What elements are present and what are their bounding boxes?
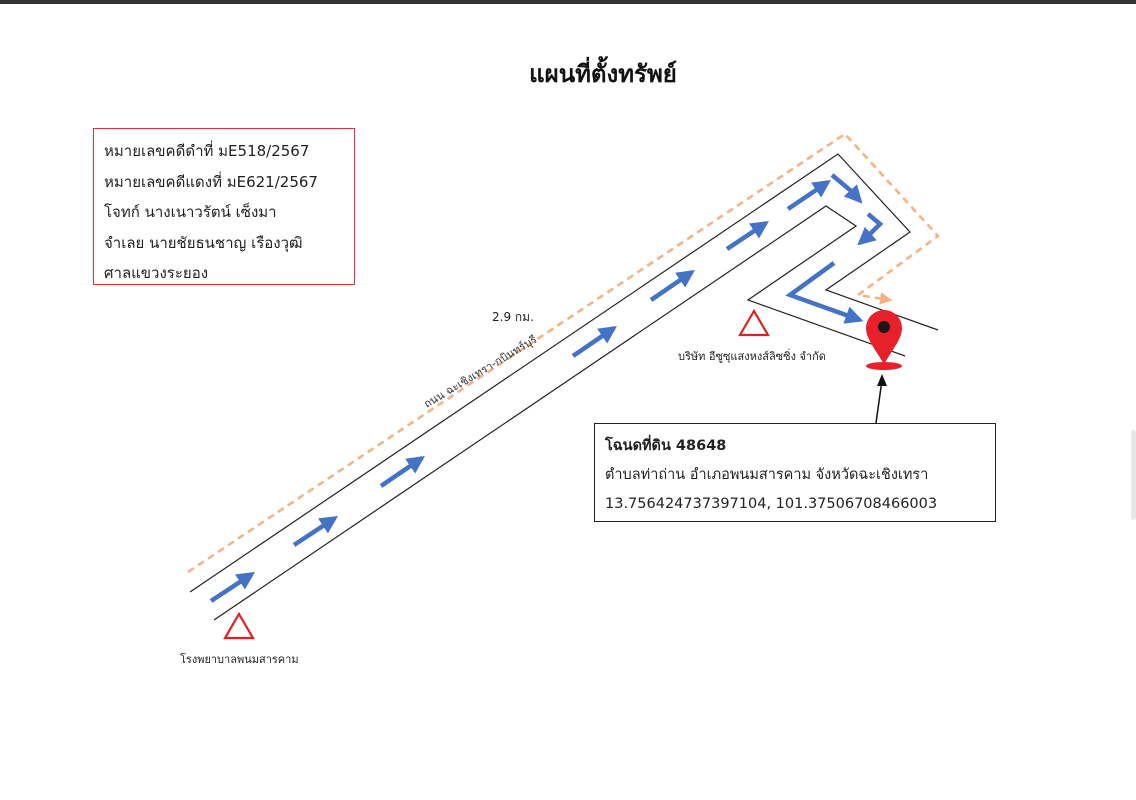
direction-arrow: [211, 574, 252, 601]
plaintiff: โจทก์ นางเนาวรัตน์ เซ็งมา: [104, 203, 277, 221]
company-landmark-label: บริษัท อีซูซุแสงหงส์ลิซซิ่ง จำกัด: [678, 350, 826, 363]
property-info-box: [594, 423, 996, 522]
triangle-landmark-icon: [740, 311, 768, 335]
pin-pointer-arrowhead: [877, 374, 887, 386]
direction-arrow: [381, 458, 422, 486]
direction-arrow: [860, 214, 880, 243]
scrollbar-handle[interactable]: [1131, 430, 1136, 520]
case-black-number: หมายเลขคดีดำที่ มE518/2567: [104, 142, 310, 160]
direction-arrow: [832, 175, 860, 201]
property-coordinates: 13.756424737397104, 101.37506708466003: [605, 496, 938, 512]
property-address: ตำบลท่าถ่าน อำเภอพนมสารคาม จังหวัดฉะเชิงเทรา: [605, 467, 929, 483]
direction-arrow: [294, 518, 335, 545]
direction-arrow: [790, 263, 860, 320]
road-name-label: ถนน ฉะเชิงเทรา-กบินทร์บุรี: [421, 332, 540, 411]
hospital-landmark-label: โรงพยาบาลพนมสารคาม: [180, 653, 299, 666]
direction-arrow: [788, 182, 828, 209]
distance-label: 2.9 กม.: [492, 310, 534, 324]
direction-arrow: [727, 223, 766, 249]
pin-pointer-arrow: [876, 380, 882, 423]
defendant: จำเลย นายชัยธนชาญ เรืองวุฒิ: [104, 233, 303, 252]
property-title: โฉนดที่ดิน 48648: [605, 438, 727, 454]
road-edge-lower: [214, 206, 905, 620]
court: ศาลแขวงระยอง: [104, 264, 209, 282]
triangle-landmark-icon: [225, 614, 253, 638]
direction-arrow: [573, 328, 614, 356]
route-direction-arrows: [211, 175, 880, 601]
location-pin-icon: [866, 310, 902, 370]
case-red-number: หมายเลขคดีแดงที่ มE621/2567: [104, 172, 318, 191]
page-title: แผนที่ตั้งทรัพย์: [529, 60, 677, 88]
road-edge-upper: [190, 154, 938, 592]
